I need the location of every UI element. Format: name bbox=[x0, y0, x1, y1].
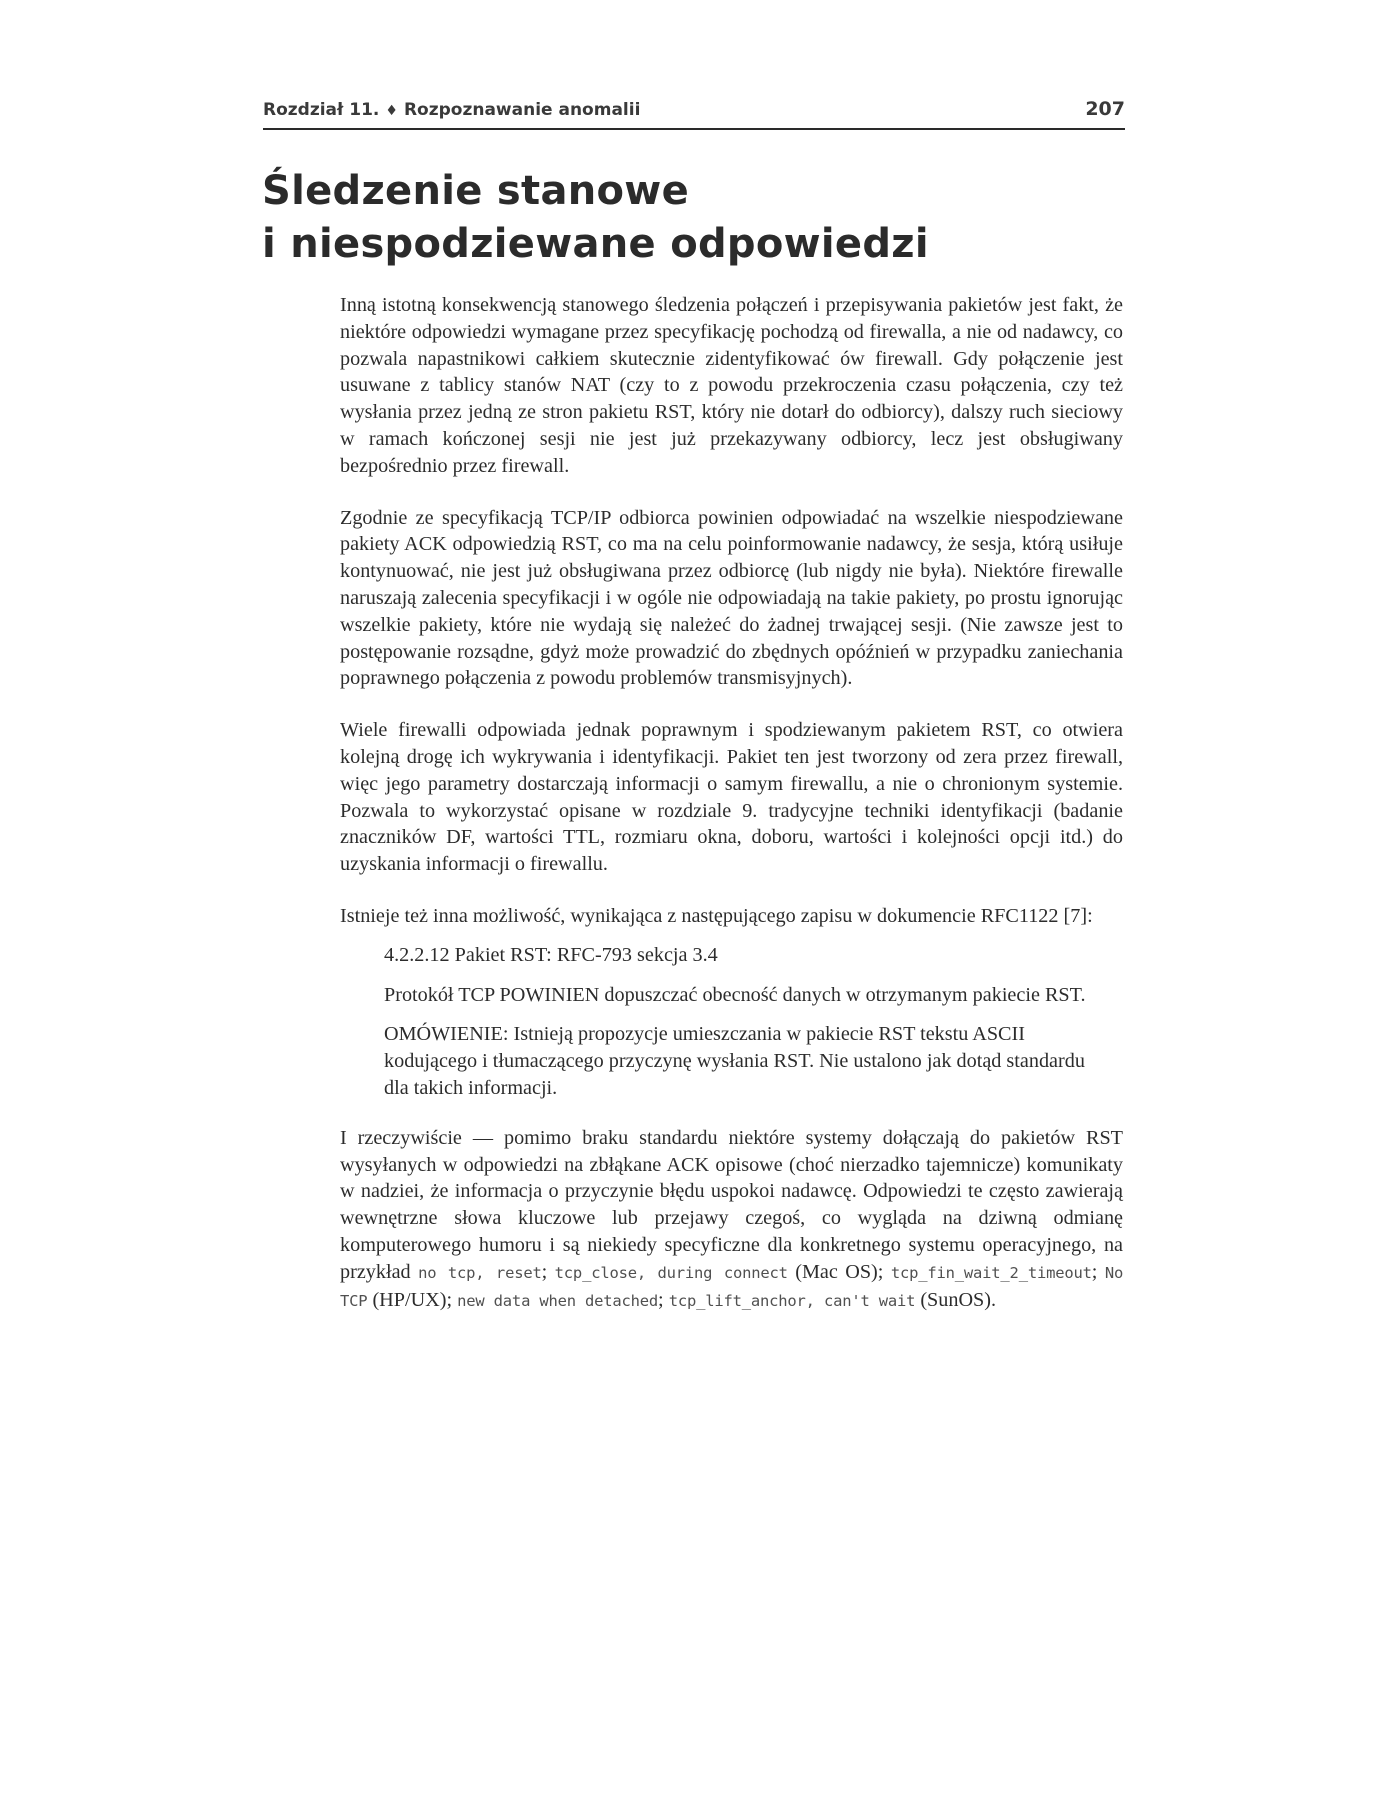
paragraph-4: Istnieje też inna możliwość, wynikająca z następującego zapisu w dokumencie RFC1122 [7]: bbox=[340, 904, 1093, 927]
chapter-label: Rozdział 11. bbox=[263, 100, 380, 120]
section-title bbox=[262, 165, 1122, 271]
code-snippet: new data when detached bbox=[457, 1291, 659, 1310]
os-label: (SunOS). bbox=[920, 1288, 997, 1311]
paragraph-5-text: I rzeczywiście — pomimo braku standardu niektóre systemy dołączają do pakietów RST wysyłanych w odpowiedzi na zbłąkane ACK opisowe (choć nierzadko tajemnicze) komunikaty w nadziei, że informacja o przyczynie błędu uspokoi nadawcę. Odpowiedzi te często zawierają wewnętrzne słowa kluczowe lub przejawy czegoś, co wygląda na dziwną odmianę komputerowego humoru i są niekiedy specyficzne dla konkretnego systemu operacyjnego, na przykład bbox=[340, 1126, 1123, 1283]
body-text bbox=[340, 292, 1123, 1339]
os-label: (Mac OS); bbox=[795, 1260, 884, 1283]
section-title-line-2: i niespodziewane odpowiedzi bbox=[262, 221, 929, 267]
paragraph-2: Zgodnie ze specyfikacją TCP/IP odbiorca powinien odpowiadać na wszelkie niespodziewane pakiety ACK odpowiedzią RST, co ma na celu poinformowanie nadawcy, że sesja, którą usiłuje kontynuować, nie jest już obsługiwana przez odbiorcę (lub nigdy nie była). Niektóre firewalle naruszają zalecenia specyfikacji i w ogóle nie odpowiadają na takie pakiety, po prostu ignorując wszelkie pakiety, które nie wydają się należeć do żadnej trwającej sesji. (Nie zawsze jest to postępowanie rozsądne, gdyż może prowadzić do zbędnych opóźnień w przypadku zaniechania poprawnego połączenia z powodu problemów transmisyjnych). bbox=[340, 506, 1123, 690]
separator: ; bbox=[1091, 1260, 1098, 1283]
code-snippet: no tcp, reset bbox=[418, 1263, 542, 1282]
chapter-title: Rozpoznawanie anomalii bbox=[403, 100, 641, 120]
section-title-line-1: Śledzenie stanowe bbox=[262, 168, 689, 214]
code-snippet: tcp_close, during connect bbox=[554, 1263, 788, 1282]
diamond-icon: ♦ bbox=[385, 103, 398, 119]
code-snippet: No TCP bbox=[340, 1263, 1124, 1310]
rfc-quote bbox=[384, 942, 1094, 1102]
code-snippet: tcp_lift_anchor, can't wait bbox=[668, 1291, 916, 1310]
quote-rule: Protokół TCP POWINIEN dopuszczać obecność danych w otrzymanym pakiecie RST. bbox=[384, 983, 1086, 1006]
paragraph-1: Inną istotną konsekwencją stanowego śledzenia połączeń i przepisywania pakietów jest fakt, że niektóre odpowiedzi wymagane przez specyfikację pochodzą od firewalla, a nie od nadawcy, co pozwala napastnikowi całkiem skutecznie zidentyfikować ów firewall. Gdy połączenie jest usuwane z tablicy stanów NAT (czy to z powodu przekroczenia czasu połączenia, czy też wysłania przez jedną ze stron pakietu RST, który nie dotarł do odbiorcy), dalszy ruch sieciowy w ramach kończonej sesji nie jest już przekazywany odbiorcy, lecz jest obsługiwany bezpośrednio przez firewall. bbox=[340, 294, 1123, 477]
code-snippet: tcp_fin_wait_2_timeout bbox=[890, 1263, 1092, 1282]
os-label: (HP/UX); bbox=[372, 1288, 453, 1311]
quote-heading: 4.2.2.12 Pakiet RST: RFC-793 sekcja 3.4 bbox=[384, 943, 718, 966]
running-header-chapter bbox=[263, 100, 640, 120]
quote-discussion: OMÓWIENIE: Istnieją propozycje umieszczania w pakiecie RST tekstu ASCII kodującego i tłumaczącego przyczynę wysłania RST. Nie ustalono jak dotąd standardu dla takich informacji. bbox=[384, 1023, 1085, 1099]
separator: ; bbox=[541, 1260, 548, 1283]
paragraph-3: Wiele firewalli odpowiada jednak poprawnym i spodziewanym pakietem RST, co otwiera kolejną drogę ich wykrywania i identyfikacji. Pakiet ten jest tworzony od zera przez firewall, więc jego parametry dostarczają informacji o samym firewallu, a nie o chronionym systemie. Pozwala to wykorzystać opisane w rozdziale 9. tradycyjne techniki identyfikacji (badanie znaczników DF, wartości TTL, rozmiaru okna, doboru, wartości i kolejności opcji itd.) do uzyskania informacji o firewallu. bbox=[340, 719, 1123, 876]
running-header bbox=[263, 98, 1125, 130]
separator: ; bbox=[658, 1288, 664, 1311]
page-number: 207 bbox=[1085, 98, 1125, 120]
paragraph-5 bbox=[340, 1125, 1123, 1315]
